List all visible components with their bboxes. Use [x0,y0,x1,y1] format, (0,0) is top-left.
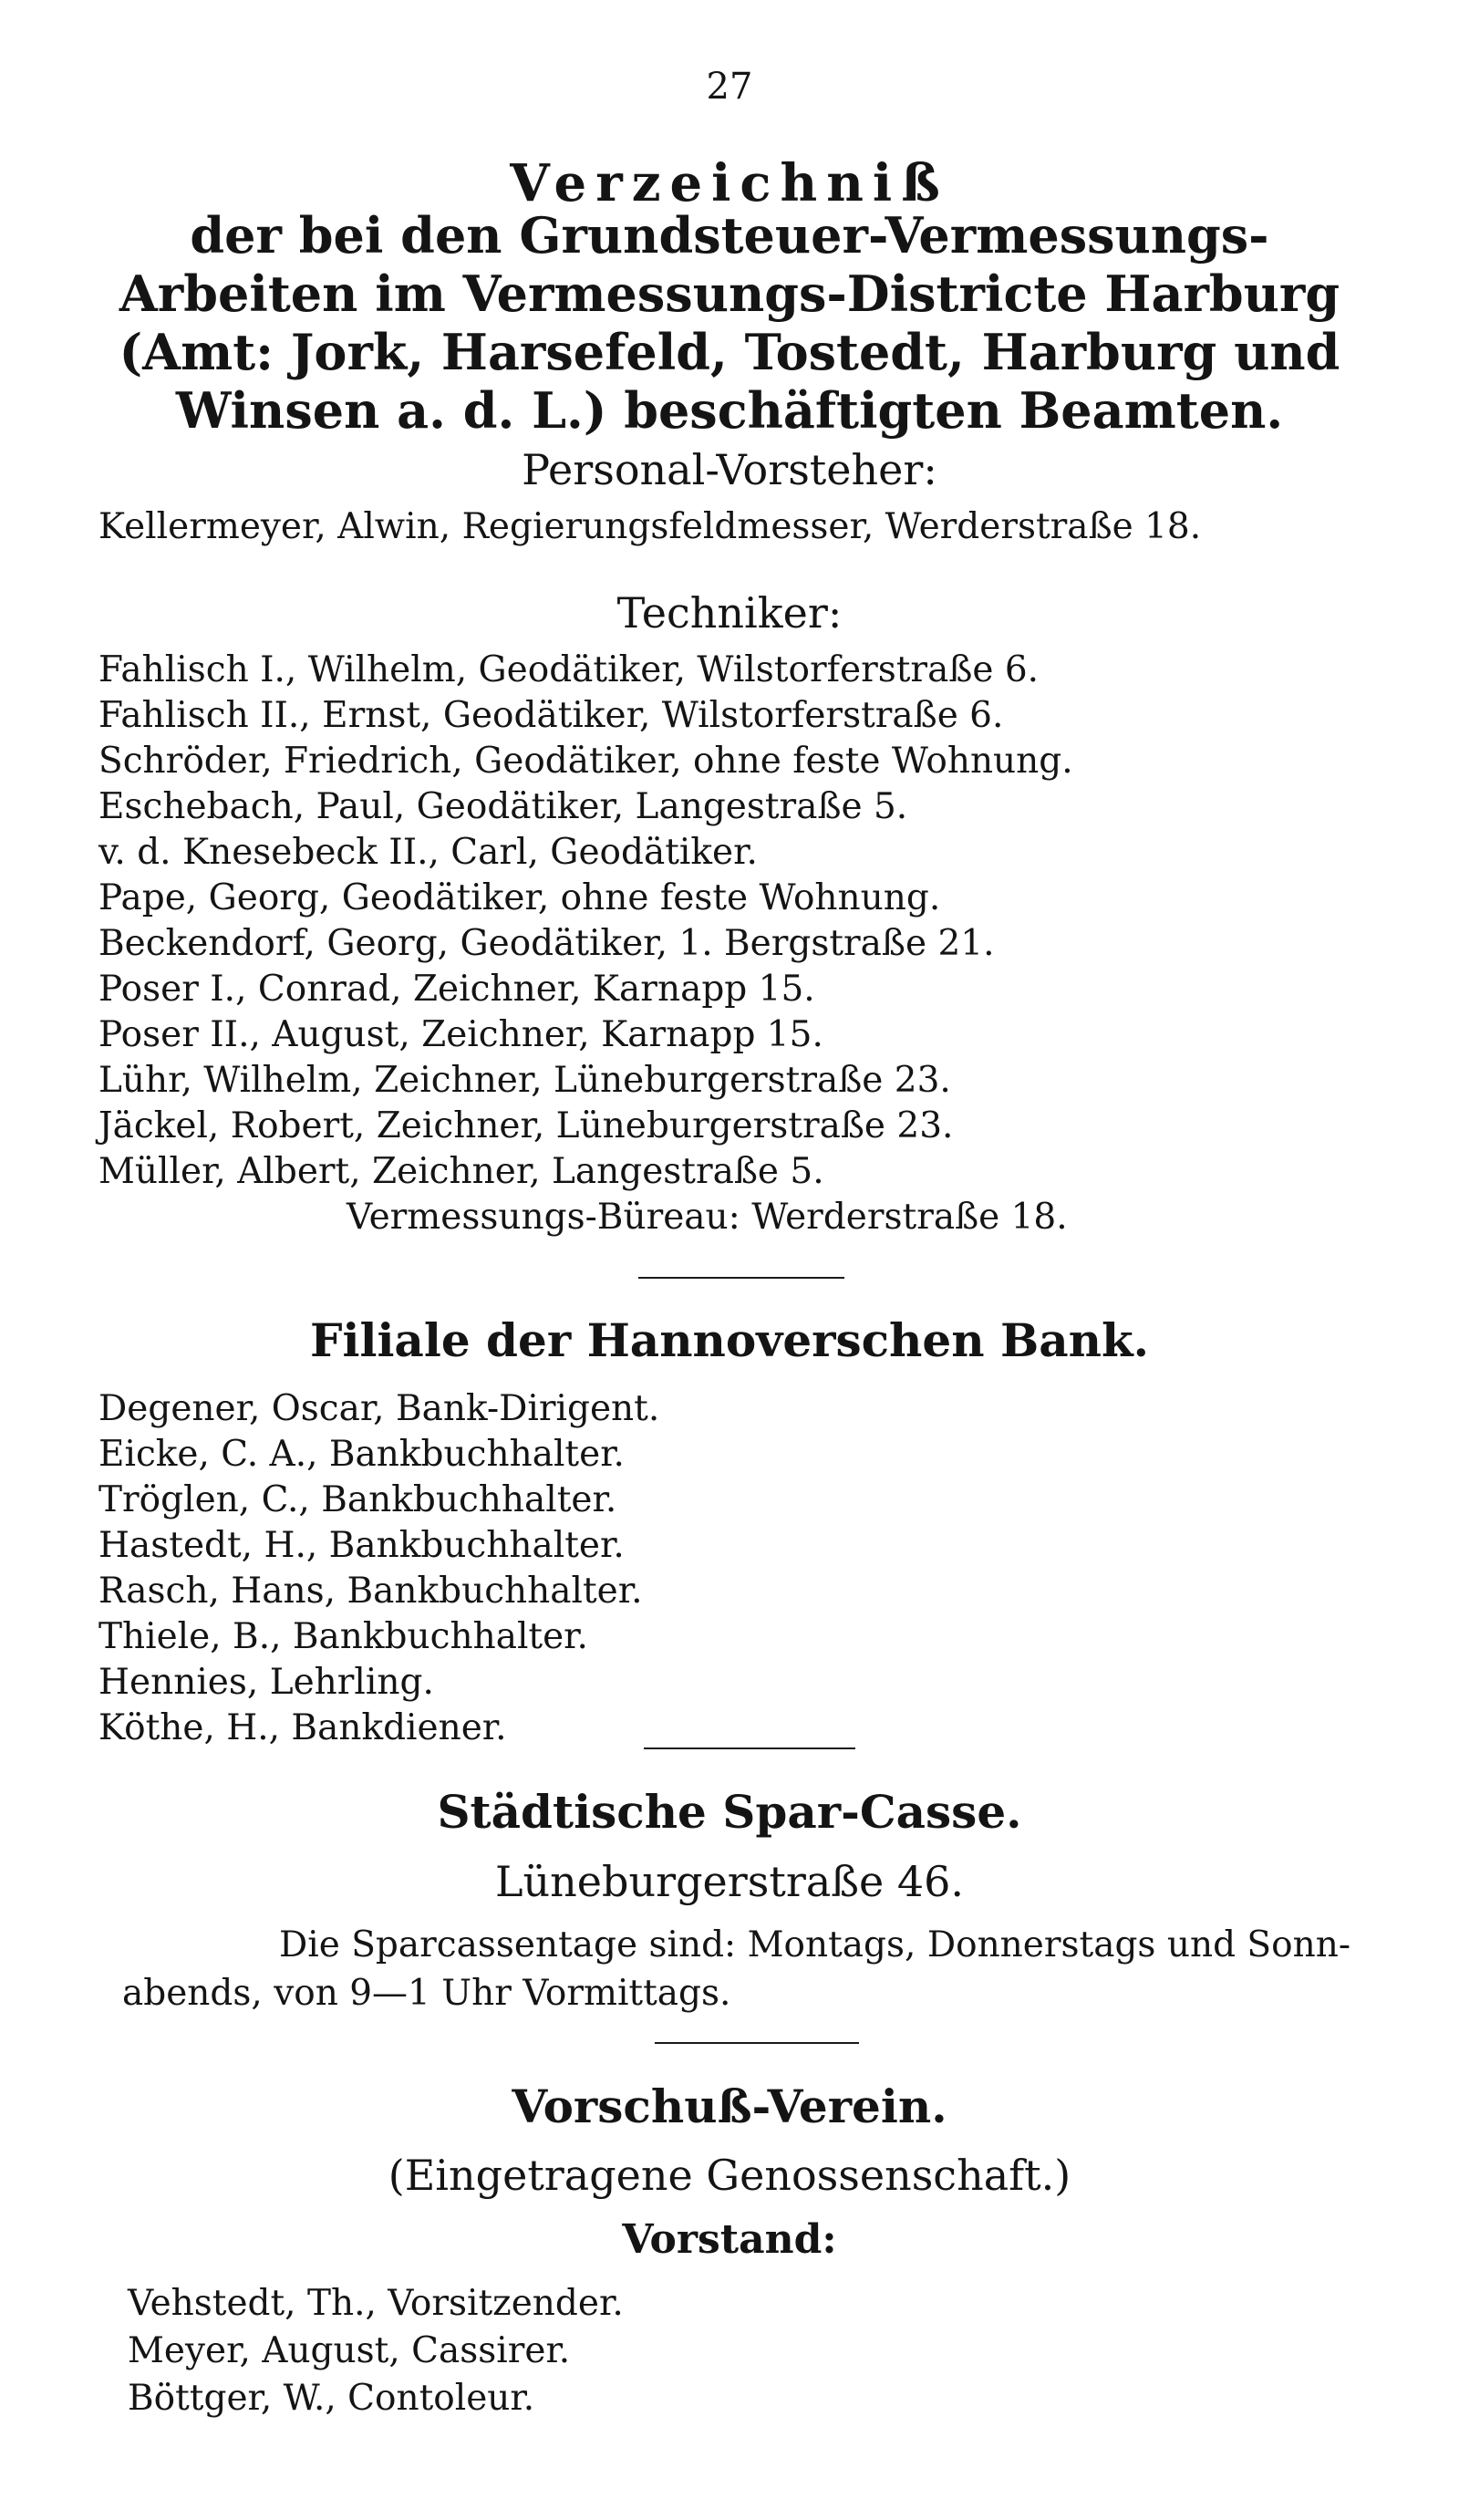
list-item: Eschebach, Paul, Geodätiker, Langestraße 5. [98,786,908,827]
main-subheading: der bei den Grundsteuer-Vermessungs-Arbeiten im Vermessungs-Districte Harburg (Amt: Jork, Harsefeld, Tostedt, Harburg und Winsen a. d. L.) beschäftigten Beamten. [119,206,1340,440]
list-item: Pape, Georg, Geodätiker, ohne feste Wohnung. [98,877,941,918]
personal-vorsteher-heading: Personal-Vorsteher: [522,445,937,494]
list-item: Meyer, August, Cassirer. [128,2330,571,2371]
list-item: Jäckel, Robert, Zeichner, Lüneburgerstraße 23. [98,1105,954,1146]
list-item: Böttger, W., Contoleur. [128,2378,535,2419]
list-item: Poser I., Conrad, Zeichner, Karnapp 15. [98,969,815,1010]
divider [638,1277,844,1279]
sparcasse-heading: Städtische Spar-Casse. [437,1785,1022,1839]
list-item: Vehstedt, Th., Vorsitzender. [128,2283,624,2324]
list-item: Hennies, Lehrling. [98,1662,434,1703]
vorstand-heading: Vorstand: [622,2216,837,2263]
vorschuss-heading: Vorschuß-Verein. [512,2079,947,2133]
divider [644,1747,855,1749]
list-item: Poser II., August, Zeichner, Karnapp 15. [98,1014,823,1055]
list-item: Fahlisch II., Ernst, Geodätiker, Wilstorferstraße 6. [98,695,1004,736]
techniker-heading: Techniker: [616,588,843,638]
list-item: Müller, Albert, Zeichner, Langestraße 5. [98,1151,824,1192]
list-item: Tröglen, C., Bankbuchhalter. [98,1479,617,1520]
list-item: Eicke, C. A., Bankbuchhalter. [98,1434,625,1475]
list-item: Beckendorf, Georg, Geodätiker, 1. Bergstraße 21. [98,923,995,964]
list-item: v. d. Knesebeck II., Carl, Geodätiker. [98,832,758,873]
list-item: Fahlisch I., Wilhelm, Geodätiker, Wilstorferstraße 6. [98,649,1040,690]
page-number: 27 [706,66,753,108]
list-item: Lühr, Wilhelm, Zeichner, Lüneburgerstraße 23. [98,1060,951,1101]
sparcasse-address: Lüneburgerstraße 46. [495,1857,964,1906]
main-heading: Verzeichniß [510,153,949,213]
list-item: Rasch, Hans, Bankbuchhalter. [98,1571,643,1612]
list-item: Köthe, H., Bankdiener. [98,1707,507,1748]
vorschuss-subheading: (Eingetragene Genossenschaft.) [388,2151,1071,2200]
sparcasse-note-line-1: Die Sparcassentage sind: Montags, Donnerstags und Sonn- [279,1924,1351,1965]
sparcasse-note-line-2: abends, von 9—1 Uhr Vormittags. [122,1973,731,2014]
personal-vorsteher-entry: Kellermeyer, Alwin, Regierungsfeldmesser, Werderstraße 18. [98,506,1202,547]
list-item: Schröder, Friedrich, Geodätiker, ohne feste Wohnung. [98,741,1073,782]
list-item: Hastedt, H., Bankbuchhalter. [98,1525,625,1566]
bank-heading: Filiale der Hannoverschen Bank. [309,1313,1150,1367]
bureau-address: Vermessungs-Büreau: Werderstraße 18. [347,1197,1068,1238]
list-item: Degener, Oscar, Bank-Dirigent. [98,1388,660,1429]
list-item: Thiele, B., Bankbuchhalter. [98,1616,588,1657]
divider [655,2042,859,2044]
